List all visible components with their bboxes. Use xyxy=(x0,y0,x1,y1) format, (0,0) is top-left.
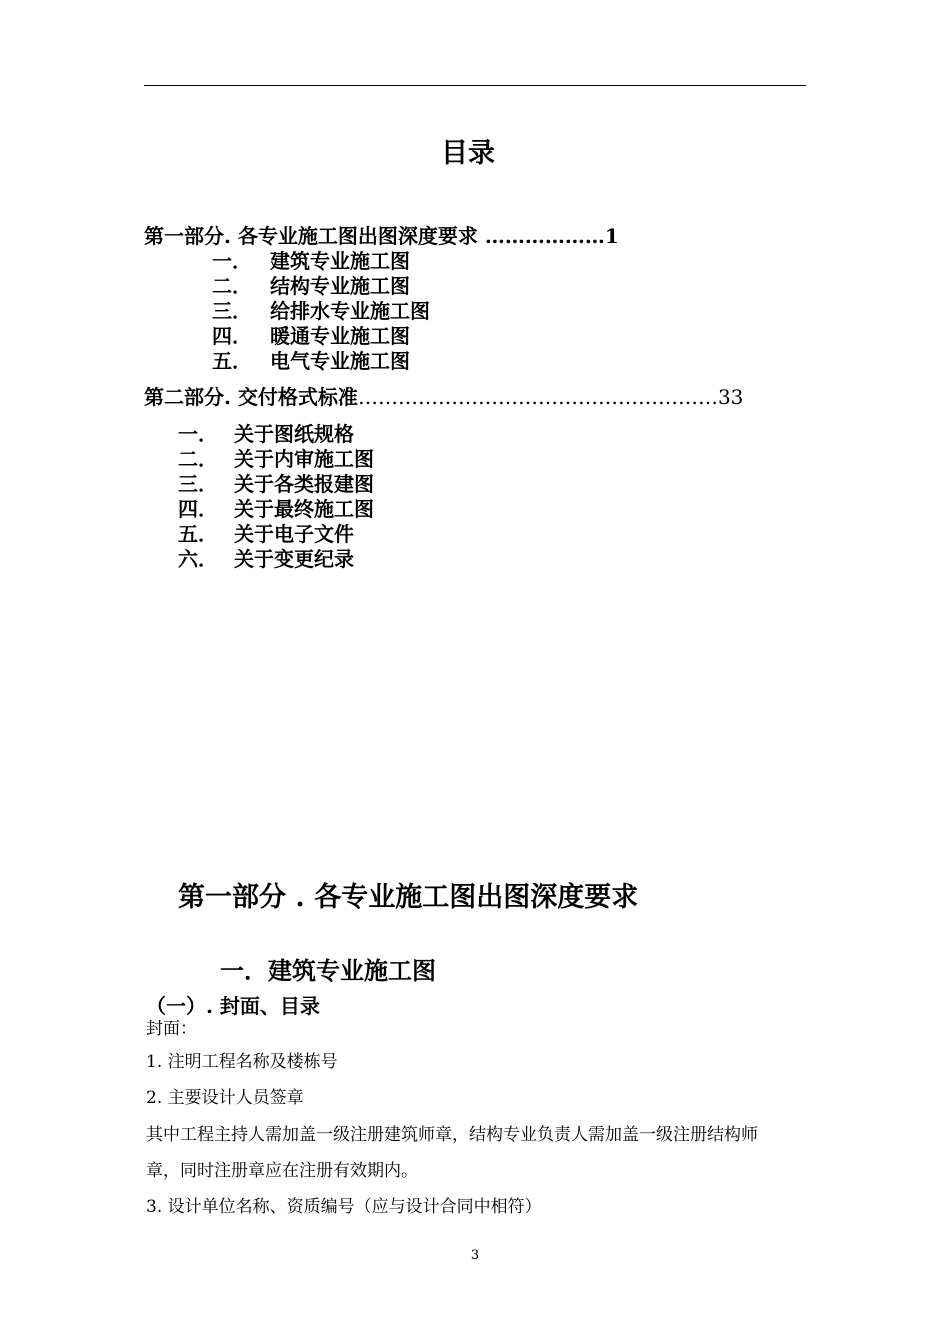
toc-item[interactable] xyxy=(178,471,374,497)
toc-item-number: 二． xyxy=(212,274,252,298)
toc-item-number: 四． xyxy=(178,497,218,521)
toc-item-number: 四． xyxy=(212,324,252,348)
toc-item-number: 六． xyxy=(178,547,218,571)
body-paragraph: 3. 设计单位名称、资质编号（应与设计合同中相符） xyxy=(146,1197,542,1217)
toc-item[interactable] xyxy=(178,546,354,572)
toc-item[interactable] xyxy=(212,298,430,324)
toc-item[interactable] xyxy=(178,521,354,547)
toc-item[interactable] xyxy=(212,248,410,274)
toc-item-number: 三． xyxy=(178,472,218,496)
section-heading: 第一部分 . 各专业施工图出图深度要求 xyxy=(178,882,639,913)
body-paragraph: 2. 主要设计人员签章 xyxy=(146,1088,304,1108)
toc-item-text: 关于各类报建图 xyxy=(234,472,374,496)
toc-item-text: 电气专业施工图 xyxy=(270,349,410,373)
toc-item[interactable] xyxy=(212,273,410,299)
toc-item-number: 一． xyxy=(178,422,218,446)
toc-item-text: 关于内审施工图 xyxy=(234,447,374,471)
body-paragraph: 其中工程主持人需加盖一级注册建筑师章，结构专业负责人需加盖一级注册结构师 xyxy=(146,1125,758,1145)
toc-title: 目录 xyxy=(441,138,495,169)
toc-item-text: 暖通专业施工图 xyxy=(270,324,410,348)
body-paragraph: 封面： xyxy=(146,1019,197,1039)
toc-item-text: 结构专业施工图 xyxy=(270,274,410,298)
toc-part2-label: 第二部分. 交付格式标准 xyxy=(144,385,358,409)
toc-item[interactable] xyxy=(178,421,354,447)
toc-item-number: 五． xyxy=(212,349,252,373)
toc-entry-part2[interactable] xyxy=(144,384,743,410)
toc-part2-leader: ……………………………………………… xyxy=(357,385,718,409)
body-paragraph: 章，同时注册章应在注册有效期内。 xyxy=(146,1161,418,1181)
toc-part2-page: 33 xyxy=(717,385,744,409)
toc-item-number: 二． xyxy=(178,447,218,471)
body-paragraph: 1. 注明工程名称及楼栋号 xyxy=(146,1052,338,1072)
toc-part1-page: 1 xyxy=(604,224,619,248)
toc-item-number: 五． xyxy=(178,522,218,546)
toc-item-text: 关于电子文件 xyxy=(234,522,354,546)
toc-item-text: 建筑专业施工图 xyxy=(270,249,410,273)
toc-item-text: 关于图纸规格 xyxy=(234,422,354,446)
page-number: 3 xyxy=(470,1248,480,1263)
toc-entry-part1[interactable] xyxy=(144,223,619,249)
toc-item[interactable] xyxy=(212,323,410,349)
sub-subsection-heading: （一）. 封面、目录 xyxy=(146,994,320,1018)
toc-item[interactable] xyxy=(212,348,410,374)
toc-item-text: 关于变更纪录 xyxy=(234,547,354,571)
toc-item-number: 三． xyxy=(212,299,252,323)
header-rule xyxy=(144,85,806,86)
toc-part1-leader: ……………… xyxy=(477,224,605,248)
toc-item-text: 关于最终施工图 xyxy=(234,497,374,521)
toc-item-number: 一． xyxy=(212,249,252,273)
subsection-heading: 一．建筑专业施工图 xyxy=(220,956,436,985)
toc-item-text: 给排水专业施工图 xyxy=(270,299,430,323)
toc-item[interactable] xyxy=(178,446,374,472)
toc-item[interactable] xyxy=(178,496,374,522)
toc-part1-label: 第一部分. 各专业施工图出图深度要求 xyxy=(144,224,478,248)
